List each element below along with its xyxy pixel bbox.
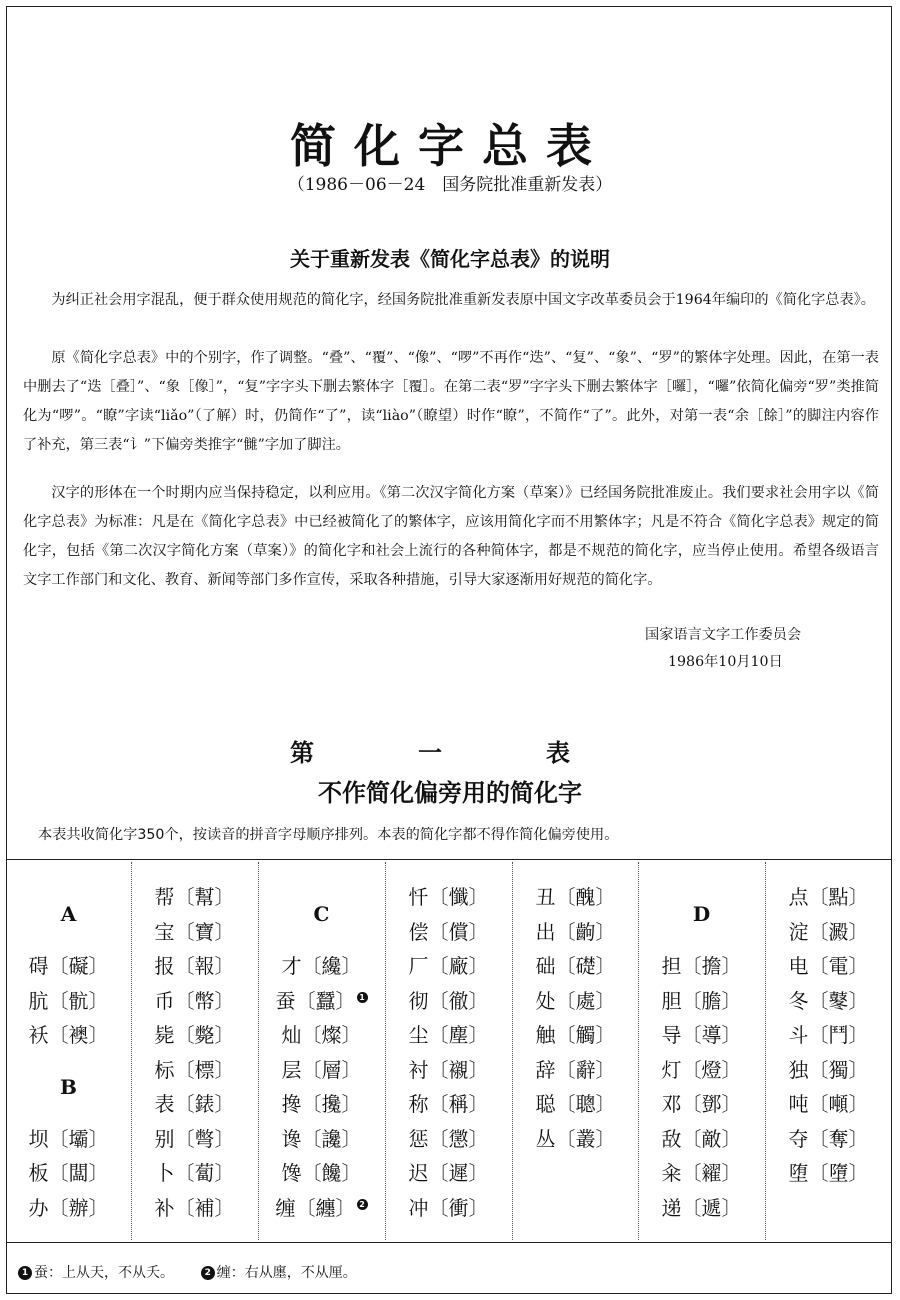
table-entry: [131, 1122, 258, 1156]
table-entry: [5, 1018, 132, 1052]
table-column: [638, 862, 765, 1240]
table-column: [385, 862, 512, 1240]
table-entry-text: 表〔錶〕: [154, 1092, 235, 1116]
table-column: [258, 862, 385, 1240]
table-entry-text: 邓〔鄧〕: [661, 1092, 742, 1116]
table-entry: [131, 880, 258, 914]
table-entry: [638, 949, 765, 983]
table-bottom-rule: [6, 1242, 892, 1243]
footnote-1: 蚕：上从天，不从夭。: [34, 1265, 174, 1281]
table-entry: [385, 1191, 512, 1225]
table-entry: [765, 1053, 892, 1087]
notice-paragraph-2: 原《简化字总表》中的个别字，作了调整。“叠”、“覆”、“像”、“啰”不再作“迭”、“复”、“象”、“罗”的繁体字处理。因此，在第一表中删去了“迭［叠］”、“象［像］”，“复”字字头下删去繁体字［覆］。在第二表“罗”字字头下删去繁体字［囉］，“囉”依简化偏旁“罗”类推简化为“啰”。“瞭”字读“liǎo”（了解）时，仍简作“了”，读“liào”（瞭望）时作“瞭”，不简作“了”。此外，对第一表“余［餘］”的脚注内容作了补充，第三表“讠”下偏旁类推字“雠”字加了脚注。: [23, 350, 879, 453]
section-letter: [638, 897, 765, 931]
table-entry-text: 导〔導〕: [661, 1023, 742, 1047]
table-entry-text: 袄〔襖〕: [28, 1023, 109, 1047]
table-entry-text: 肮〔骯〕: [28, 988, 109, 1013]
table-column: [5, 862, 132, 1240]
table-entry-text: 厂〔廠〕: [408, 954, 489, 978]
table-entry: [5, 1122, 132, 1156]
table-entry: [638, 1122, 765, 1156]
table-entry: [638, 984, 765, 1018]
section-letter: [258, 897, 385, 931]
table-entry: [765, 1087, 892, 1121]
table-entry-text: 触〔觸〕: [535, 1023, 616, 1047]
table-column: [512, 862, 639, 1240]
table-entry: [638, 1053, 765, 1087]
table-entry: [385, 1018, 512, 1052]
table-entry: [131, 1018, 258, 1052]
table-entry-text: 搀〔攙〕: [281, 1092, 362, 1116]
section-letter-text: C: [313, 902, 330, 927]
table-entry-text: 称〔稱〕: [408, 1092, 489, 1116]
page-title: 简化字总表: [290, 119, 610, 173]
table-entry-text: 标〔標〕: [154, 1057, 235, 1082]
table-entry: [512, 880, 639, 914]
table-entry-text: 吨〔噸〕: [788, 1092, 869, 1116]
table-entry: [512, 915, 639, 949]
table-entry: [638, 1156, 765, 1190]
table-entry-text: 才〔纔〕: [281, 954, 362, 978]
table-entry: [131, 1191, 258, 1225]
table-entry-text: 出〔齣〕: [535, 919, 616, 944]
table-entry: [385, 1156, 512, 1190]
table-entry-text: 胆〔膽〕: [661, 988, 742, 1013]
table-entry: [258, 1018, 385, 1052]
table-entry-text: 毙〔斃〕: [154, 1023, 235, 1047]
table-entry-text: 惩〔懲〕: [408, 1126, 489, 1151]
table-entry: [131, 949, 258, 983]
notice-paragraph-3: 汉字的形体在一个时期内应当保持稳定，以利应用。《第二次汉字简化方案（草案）》已经国务院批准废止。我们要求社会用字以《简化字总表》为标准：凡是在《简化字总表》中已经被简化了的繁体字，应该用简化字而不用繁体字；凡是不符合《简化字总表》规定的简化字，包括《第二次汉字简化方案（草案）》的简化字和社会上流行的各种简体字，都是不规范的简化字，应当停止使用。希望各级语言文字工作部门和文化、教育、新闻等部门多作宣传，采取各种措施，引导大家逐渐用好规范的简化字。: [23, 485, 879, 588]
table-entry: [512, 1087, 639, 1121]
table-entry-text: 偿〔償〕: [408, 919, 489, 944]
table-entry-text: 卜〔蔔〕: [154, 1161, 235, 1185]
table-entry: [258, 1191, 385, 1225]
table-entry-text: 缠〔纏〕: [275, 1195, 356, 1220]
table-entry-text: 尘〔塵〕: [408, 1023, 489, 1047]
table-entry: [512, 1053, 639, 1087]
table-entry: [765, 1018, 892, 1052]
table-entry-text: 碍〔礙〕: [28, 954, 109, 978]
table-entry-text: 币〔幣〕: [154, 988, 235, 1013]
column-separator: [385, 862, 386, 1240]
footnote-2: 缠：右从廛，不从厘。: [216, 1265, 357, 1281]
table-entry-text: 馋〔饞〕: [281, 1161, 362, 1185]
table-entry-text: 电〔電〕: [788, 954, 869, 978]
table-entry-text: 补〔補〕: [154, 1195, 235, 1220]
table-entry: [385, 1122, 512, 1156]
section-letter: [5, 1070, 132, 1104]
table-entry-text: 丛〔叢〕: [535, 1126, 616, 1151]
table-entry: [258, 1053, 385, 1087]
table-entry: [765, 1156, 892, 1190]
table-entry-text: 忏〔懺〕: [408, 885, 489, 909]
table-entry: [765, 949, 892, 983]
table-entry-text: 敌〔敵〕: [661, 1126, 742, 1151]
table-entry: [258, 984, 385, 1018]
table-entry: [258, 1122, 385, 1156]
table-entry-text: 夺〔奪〕: [788, 1126, 869, 1151]
signature-org: 国家语言文字工作委员会: [645, 627, 802, 643]
table-entry-text: 处〔處〕: [535, 988, 616, 1013]
table-entry: [512, 1018, 639, 1052]
table-entry-text: 籴〔糴〕: [661, 1161, 742, 1185]
table-entry-text: 衬〔襯〕: [408, 1057, 489, 1082]
table-entry-text: 递〔遞〕: [661, 1195, 742, 1220]
footnote-mark-1: 1: [18, 1266, 32, 1280]
table-entry: [765, 984, 892, 1018]
section-letter: [5, 897, 132, 931]
table-entry-text: 层〔層〕: [281, 1057, 362, 1082]
table-entry: [385, 949, 512, 983]
column-separator: [512, 862, 513, 1240]
table-entry-text: 堕〔墮〕: [788, 1161, 869, 1185]
table-entry: [385, 1087, 512, 1121]
table-entry: [638, 1018, 765, 1052]
table-entry: [258, 1156, 385, 1190]
table-entry: [131, 915, 258, 949]
table-column: [131, 862, 258, 1240]
table-entry-text: 灿〔燦〕: [281, 1023, 362, 1047]
footnote-ref-mark: 2: [357, 1199, 368, 1210]
table-entry: [765, 915, 892, 949]
table-entry: [765, 880, 892, 914]
table-entry-text: 淀〔澱〕: [788, 919, 869, 944]
section-letter-text: A: [60, 902, 77, 927]
table-entry: [638, 1191, 765, 1225]
table-entry: [5, 1156, 132, 1190]
table-entry-text: 办〔辦〕: [28, 1195, 109, 1220]
table-top-rule: [6, 859, 892, 860]
table-entry-text: 帮〔幫〕: [154, 885, 235, 909]
table-entry: [131, 1156, 258, 1190]
column-separator: [638, 862, 639, 1240]
table-entry: [512, 949, 639, 983]
table-entry-text: 点〔點〕: [788, 885, 869, 909]
table-subheading: 不作简化偏旁用的简化字: [318, 779, 582, 807]
footnote-mark-2: 2: [201, 1266, 215, 1280]
section-letter-text: D: [692, 902, 711, 927]
column-separator: [258, 862, 259, 1240]
table-entry: [131, 984, 258, 1018]
table-entry: [5, 984, 132, 1018]
table-entry: [638, 1087, 765, 1121]
table-entry-text: 灯〔燈〕: [661, 1057, 742, 1082]
footnotes: [18, 1262, 357, 1282]
table-entry: [385, 915, 512, 949]
table-entry-text: 斗〔鬥〕: [788, 1023, 869, 1047]
table-entry-text: 宝〔寶〕: [154, 919, 235, 944]
table-entry-text: 别〔彆〕: [154, 1126, 235, 1151]
table-entry: [385, 1053, 512, 1087]
table-entry-text: 冲〔衝〕: [408, 1195, 489, 1220]
table-entry: [765, 1122, 892, 1156]
table-entry: [385, 984, 512, 1018]
table-entry-text: 板〔闆〕: [28, 1161, 109, 1185]
page-subtitle: （1986－06－24 国务院批准重新发表）: [287, 175, 613, 195]
table-entry-text: 彻〔徹〕: [408, 988, 489, 1013]
table-entry: [258, 1087, 385, 1121]
table-heading: 第 一 表: [290, 739, 610, 767]
table-entry-text: 报〔報〕: [154, 954, 235, 978]
table-intro: 本表共收简化字350个，按读音的拼音字母顺序排列。本表的简化字都不得作简化偏旁使用。: [38, 827, 619, 843]
table-entry-text: 谗〔讒〕: [281, 1126, 362, 1151]
table-entry: [512, 984, 639, 1018]
table-entry-text: 蚕〔蠶〕: [275, 988, 356, 1013]
table-entry-text: 独〔獨〕: [788, 1057, 869, 1082]
table-entry-text: 冬〔鼕〕: [788, 988, 869, 1013]
table-column: [765, 862, 892, 1240]
table-entry: [131, 1087, 258, 1121]
table-entry-text: 迟〔遲〕: [408, 1161, 489, 1185]
table-entry: [5, 949, 132, 983]
notice-paragraph-1: 为纠正社会用字混乱，便于群众使用规范的简化字，经国务院批准重新发表原中国文字改革委员会于1964年编印的《简化字总表》。: [51, 292, 875, 308]
table-entry: [5, 1191, 132, 1225]
table-entry-text: 聪〔聰〕: [535, 1092, 616, 1116]
table-entry-text: 丑〔醜〕: [535, 885, 616, 909]
table-entry-text: 担〔擔〕: [661, 954, 742, 978]
footnote-ref-mark: 1: [357, 992, 368, 1003]
table-entry: [131, 1053, 258, 1087]
table-entry-text: 坝〔壩〕: [28, 1126, 109, 1151]
column-separator: [765, 862, 766, 1240]
signature-date: 1986年10月10日: [668, 654, 783, 670]
column-separator: [131, 862, 132, 1240]
table-entry: [385, 880, 512, 914]
section-letter-text: B: [60, 1074, 77, 1099]
table-entry-text: 辞〔辭〕: [535, 1057, 616, 1082]
notice-title: 关于重新发表《简化字总表》的说明: [290, 247, 610, 271]
table-entry: [258, 949, 385, 983]
table-entry: [512, 1122, 639, 1156]
table-entry-text: 础〔礎〕: [535, 954, 616, 978]
